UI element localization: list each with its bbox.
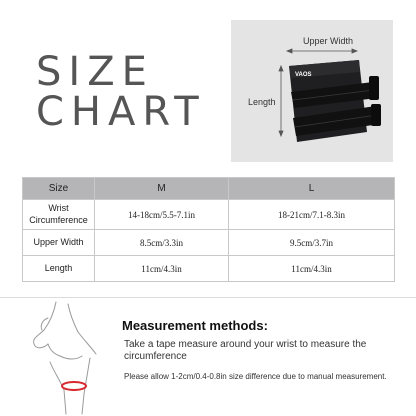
title-size: SIZE	[36, 49, 154, 95]
cell-m: 14-18cm/5.5-7.1in	[95, 200, 229, 230]
title-chart: CHART	[36, 89, 206, 135]
section-divider	[0, 297, 416, 298]
table-row	[23, 230, 395, 256]
size-table	[22, 177, 395, 282]
cell-l: 11cm/4.3in	[229, 256, 395, 282]
header-m: M	[95, 178, 229, 200]
tape-measure-loop	[62, 382, 86, 390]
header-l: L	[229, 178, 395, 200]
brand-logo: VAOS	[295, 72, 312, 78]
row-label: Length	[23, 256, 95, 282]
length-arrow	[279, 66, 283, 136]
hand-measurement-icon	[20, 300, 112, 416]
measurement-title: Measurement methods:	[122, 318, 268, 333]
table-row	[23, 200, 395, 230]
measurement-note: Please allow 1-2cm/0.4-0.8in size difference due to manual measurement.	[124, 372, 387, 381]
cell-l: 18-21cm/7.1-8.3in	[229, 200, 395, 230]
cell-l: 9.5cm/3.7in	[229, 230, 395, 256]
table-header-row	[23, 178, 395, 200]
length-label: Length	[248, 97, 276, 107]
cell-m: 8.5cm/3.3in	[95, 230, 229, 256]
row-label: Upper Width	[23, 230, 95, 256]
header-size: Size	[23, 178, 95, 200]
cell-m: 11cm/4.3in	[95, 256, 229, 282]
row-label: Wrist Circumference	[23, 200, 95, 230]
table-row	[23, 256, 395, 282]
upper-width-label: Upper Width	[303, 36, 354, 46]
measurement-text: Take a tape measure around your wrist to measure the circumference	[124, 339, 367, 362]
upper-width-arrow	[287, 49, 357, 53]
